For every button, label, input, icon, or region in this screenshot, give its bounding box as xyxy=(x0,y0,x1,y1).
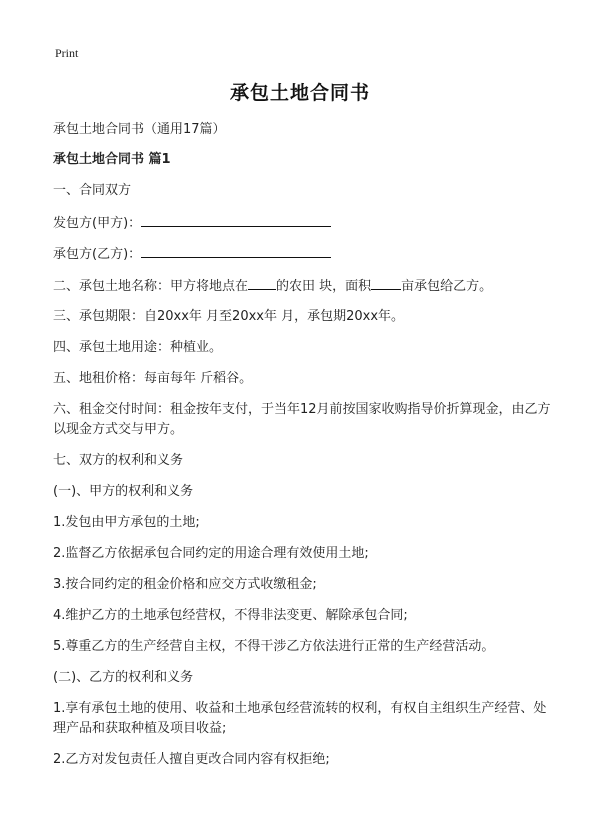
location-blank xyxy=(248,275,276,290)
party-a-right-4: 4.维护乙方的土地承包经营权，不得非法变更、解除承包合同; xyxy=(53,608,408,623)
page-title: 承包土地合同书 xyxy=(229,82,370,104)
party-b-right-2: 2.乙方对发包责任人擅自更改合同内容有权拒绝; xyxy=(53,752,330,767)
clause-rent-payment: 六、租金交付时间：租金按年支付，于当年12月前按国家收购指导价折算现金，由乙方以现金方式交与甲方。 xyxy=(53,402,551,437)
clause-rights-obligations: 七、双方的权利和义务 xyxy=(53,453,184,468)
clause-land-name-part1: 二、承包土地名称：甲方将地点在 xyxy=(53,279,249,294)
area-blank xyxy=(371,275,401,290)
party-b-label: 承包方(乙方)： xyxy=(53,247,142,262)
clause-land-name xyxy=(53,275,492,297)
clause-usage: 四、承包土地用途：种植业。 xyxy=(53,340,223,355)
clause-parties: 一、合同双方 xyxy=(53,183,132,198)
party-a-right-2: 2.监督乙方依据承包合同约定的用途合理有效使用土地; xyxy=(53,546,369,561)
section-heading: 承包土地合同书 篇1 xyxy=(53,152,171,167)
clause-term: 三、承包期限：自20xx年 月至20xx年 月，承包期20xx年。 xyxy=(53,309,405,324)
party-a-row xyxy=(53,212,331,234)
party-a-label: 发包方(甲方)： xyxy=(53,216,142,231)
party-a-rights-heading: (一)、甲方的权利和义务 xyxy=(53,484,194,499)
party-b-right-1: 1.享有承包土地的使用、收益和土地承包经营流转的权利，有权自主组织生产经营、处理产品和获取种植及项目收益; xyxy=(53,701,547,736)
party-b-row xyxy=(53,243,331,265)
party-a-right-3: 3.按合同约定的租金价格和应交方式收缴租金; xyxy=(53,577,317,592)
party-a-blank xyxy=(141,212,331,227)
party-a-right-5: 5.尊重乙方的生产经营自主权，不得干涉乙方依法进行正常的生产经营活动。 xyxy=(53,639,495,654)
party-b-blank xyxy=(141,243,331,258)
party-a-right-1: 1.发包由甲方承包的土地; xyxy=(53,515,200,530)
print-link[interactable]: Print xyxy=(55,46,79,60)
clause-rent-price: 五、地租价格：每亩每年 斤稻谷。 xyxy=(53,371,253,386)
party-b-rights-heading: (二)、乙方的权利和义务 xyxy=(53,670,194,685)
document-subtitle: 承包土地合同书（通用17篇） xyxy=(53,122,226,137)
clause-land-name-part3: 亩承包给乙方。 xyxy=(401,279,493,294)
clause-land-name-part2: 的农田 块，面积 xyxy=(276,279,372,294)
